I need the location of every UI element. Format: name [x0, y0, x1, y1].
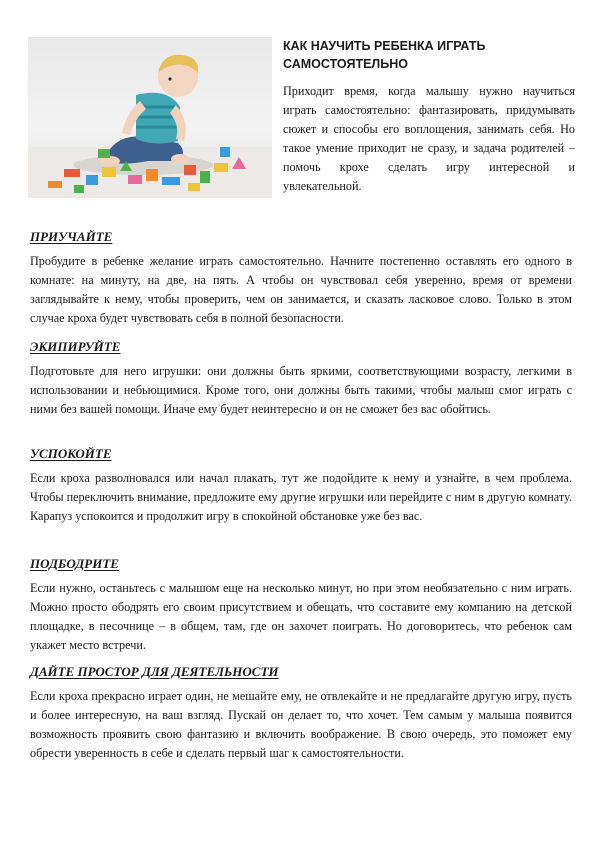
article-intro: Приходит время, когда малышу нужно научиться играть самостоятельно: фантазировать, придумывать сюжет и способы его воплощения, занимать себя. Но такое умение приходит не сразу, и задача родителей – помочь крохе сделать игру интересной и увлекательной.: [283, 84, 575, 193]
section-podbodrite: [30, 555, 572, 655]
article-title: КАК НАУЧИТЬ РЕБЕНКА ИГРАТЬ САМОСТОЯТЕЛЬНО: [283, 39, 486, 71]
section-text: Пробудите в ребенке желание играть самостоятельно. Начните постепенно оставлять его одного в комнате: на минуту, на две, на пять. А чтобы он чувствовал себя уверенно, время от времени заглядывайте к нему, чтобы проверить, чем он занимается, и сказать ласковое слово. Только в этом случае кроха будет чувствовать себя в полной безопасности.: [30, 254, 572, 325]
section-text: Если кроха разволновался или начал плакать, тут же подойдите к нему и узнайте, в чем проблема. Чтобы переключить внимание, предложите ему другие игрушки или перейдите с ним в другую комнату. Карапуз успокоится и продолжит игру в спокойной обстановке уже без вас.: [30, 471, 572, 523]
section-text: Подготовьте для него игрушки: они должны быть яркими, соответствующими возрасту, легкими в использовании и небьющимися. Кроме того, они должны быть такими, чтобы малыш смог играть с ними без вашей помощи. Иначе ему будет неинтересно и он не сможет без вас обойтись.: [30, 364, 572, 416]
section-priuchaite: [30, 228, 572, 328]
section-text: Если нужно, останьтесь с малышом еще на несколько минут, но при этом необязательно с ним играть. Можно просто ободрять его своим присутствием и обещать, что составите ему компанию на детской площадке, в песочнице – в общем, там, где он захочет поиграть. Но договоритесь, что ребенок сам укажет место встречи.: [30, 581, 572, 652]
section-daite-prostor: [30, 663, 572, 763]
child-playing-blocks-photo: [28, 37, 272, 198]
section-heading: ПОДБОДРИТЕ: [30, 556, 119, 571]
photo-illustration: [28, 37, 272, 198]
section-heading: ДАЙТЕ ПРОСТОР ДЛЯ ДЕЯТЕЛЬНОСТИ: [30, 664, 279, 679]
section-ekipiruite: [30, 338, 572, 419]
section-text: Если кроха прекрасно играет один, не мешайте ему, не отвлекайте и не предлагайте другую игру, пусть и более интересную, на ваш взгляд. Пускай он делает то, что хочет. Тем самым у малыша появится возможность проявить свою фантазию и включить воображение. В свою очередь, это поможет ему обрести уверенность в себе и сделать первый шаг к самостоятельности.: [30, 689, 572, 760]
section-heading: ЭКИПИРУЙТЕ: [30, 339, 121, 354]
section-heading: УСПОКОЙТЕ: [30, 446, 112, 461]
section-uspokoite: [30, 445, 572, 526]
section-heading: ПРИУЧАЙТЕ: [30, 229, 113, 244]
